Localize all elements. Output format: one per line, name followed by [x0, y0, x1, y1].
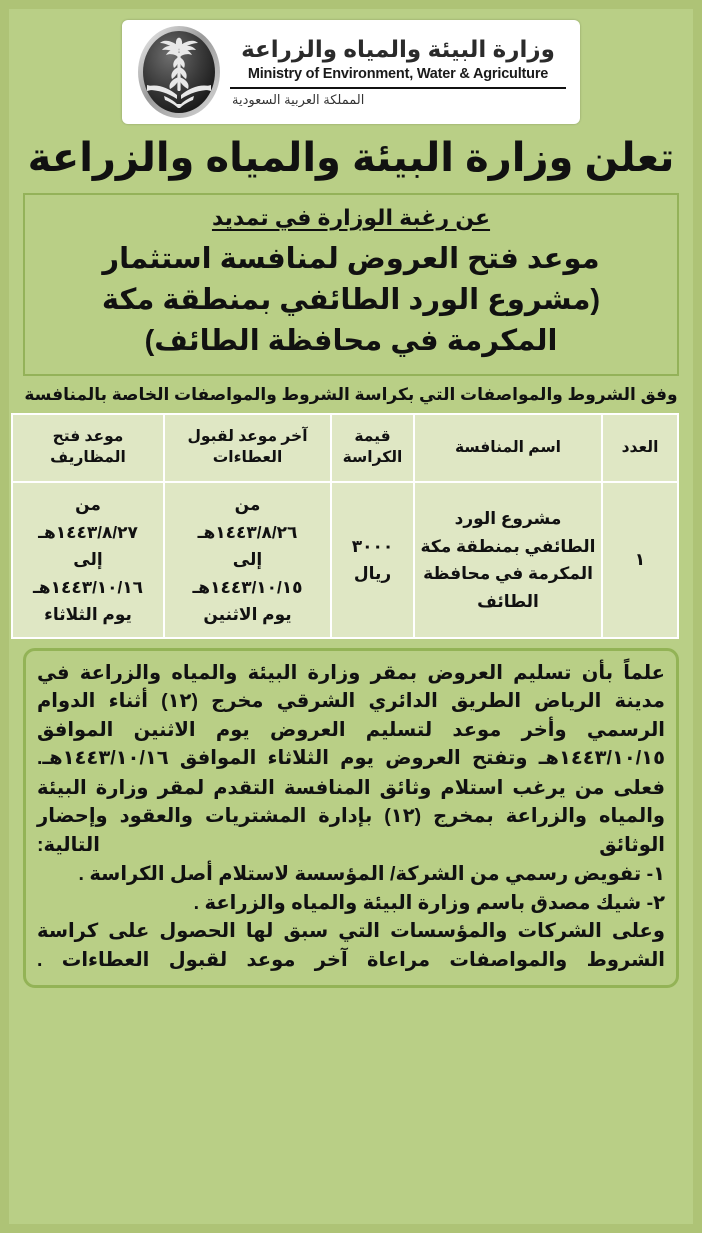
cell-price-amount: ٣٠٠٠: [351, 536, 394, 556]
table-row: [12, 482, 678, 638]
cell-accept-deadline: [164, 482, 331, 638]
logo-divider: [230, 87, 566, 89]
ministry-logo-text: [222, 35, 572, 109]
footer-required-document-1: ١- تفويض رسمي من الشركة/ المؤسسة لاستلام أصل الكراسة .: [78, 863, 665, 886]
announcement-project-line-2: المكرمة في محافظة الطائف): [144, 325, 558, 358]
footer-paragraph-2: فعلى من يرغب استلام وثائق المنافسة التقدم لمقر وزارة البيئة والمياه والزراعة بمخرج (١٢) بإدارة المشتريات والعقود وإحضار الوثائق التالية:: [37, 776, 666, 856]
footer-paragraph-1: علماً بأن تسليم العروض بمقر وزارة البيئة والمياه والزراعة في مدينة الرياض الطريق الدائري الشرقي مخرج (١٢) أثناء الدوام الرسمي وأخر موعد لتسليم العروض يوم الاثنين الموافق ١٤٤٣/١٠/١٥هـ وتفتح العروض يوم الثلاثاء الموافق ١٤٤٣/١٠/١٦هـ.: [37, 661, 665, 770]
footer-paragraph-3: وعلى الشركات والمؤسسات التي سبق لها الحصول على كراسة الشروط والمواصفات مراعاة آخر موعد لقبول العطاءات .: [37, 920, 665, 971]
country-name: المملكة العربية السعودية: [232, 91, 365, 107]
table-header-row: [12, 414, 678, 482]
ministry-name-english: Ministry of Environment, Water & Agriculture: [247, 66, 549, 83]
announcement-lead: عن رغبة الوزارة في تمديد: [211, 204, 491, 230]
column-header-accept-deadline: [164, 414, 331, 482]
column-header-envelope-opening: موعد فتح المظاريف: [12, 414, 164, 482]
column-header-price: [331, 414, 414, 482]
saudi-palm-swords-emblem-icon: [136, 24, 222, 120]
accept-from-date: ١٤٤٣/٨/٢٦هـ: [197, 522, 298, 542]
announcement-project-line-1: (مشروع الورد الطائفي بمنطقة مكة: [101, 283, 601, 316]
announcement-box: [23, 193, 679, 377]
column-header-count: العدد: [602, 414, 678, 482]
cell-count: ١: [602, 482, 678, 638]
ministry-name-arabic: وزارة البيئة والمياه والزراعة: [241, 35, 555, 62]
open-to-date: ١٤٤٣/١٠/١٦هـ: [32, 577, 144, 597]
column-header-price-line2: الكراسة: [342, 449, 403, 467]
open-to-label: إلى: [73, 550, 103, 570]
cell-competition-name: مشروع الورد الطائفي بمنطقة مكة المكرمة في محافظة الطائف: [414, 482, 602, 638]
ministry-logo-card: [122, 20, 580, 124]
column-header-accept-line1: آخر موعد لقبول: [187, 428, 308, 446]
column-header-name: اسم المنافسة: [414, 414, 602, 482]
page-title: تعلن وزارة البيئة والمياه والزراعة: [27, 136, 675, 180]
cell-envelope-opening: [12, 482, 164, 638]
bid-table: [11, 413, 679, 639]
footer-note-box: [23, 648, 679, 988]
accept-to-date: ١٤٤٣/١٠/١٥هـ: [192, 577, 303, 597]
open-from-date: ١٤٤٣/٨/٢٧هـ: [38, 522, 138, 542]
accept-day: يوم الاثنين: [203, 605, 292, 625]
conditions-note: وفق الشروط والمواصفات التي بكراسة الشروط والمواصفات الخاصة بالمنافسة: [24, 385, 678, 405]
open-day: يوم الثلاثاء: [44, 605, 132, 625]
cell-price-currency: ريال: [353, 564, 392, 584]
bid-table-wrapper: [23, 413, 679, 639]
announcement-main-line: موعد فتح العروض لمنافسة استثمار: [102, 242, 600, 275]
open-from-label: من: [75, 495, 101, 515]
footer-required-document-2: ٢- شيك مصدق باسم وزارة البيئة والمياه والزراعة .: [193, 891, 665, 914]
cell-booklet-price: [331, 482, 414, 638]
accept-from-label: من: [234, 495, 261, 515]
column-header-accept-line2: العطاءات: [212, 449, 283, 467]
column-header-price-line1: قيمة: [354, 428, 391, 446]
logo-band: [9, 9, 693, 130]
accept-to-label: إلى: [232, 550, 263, 570]
